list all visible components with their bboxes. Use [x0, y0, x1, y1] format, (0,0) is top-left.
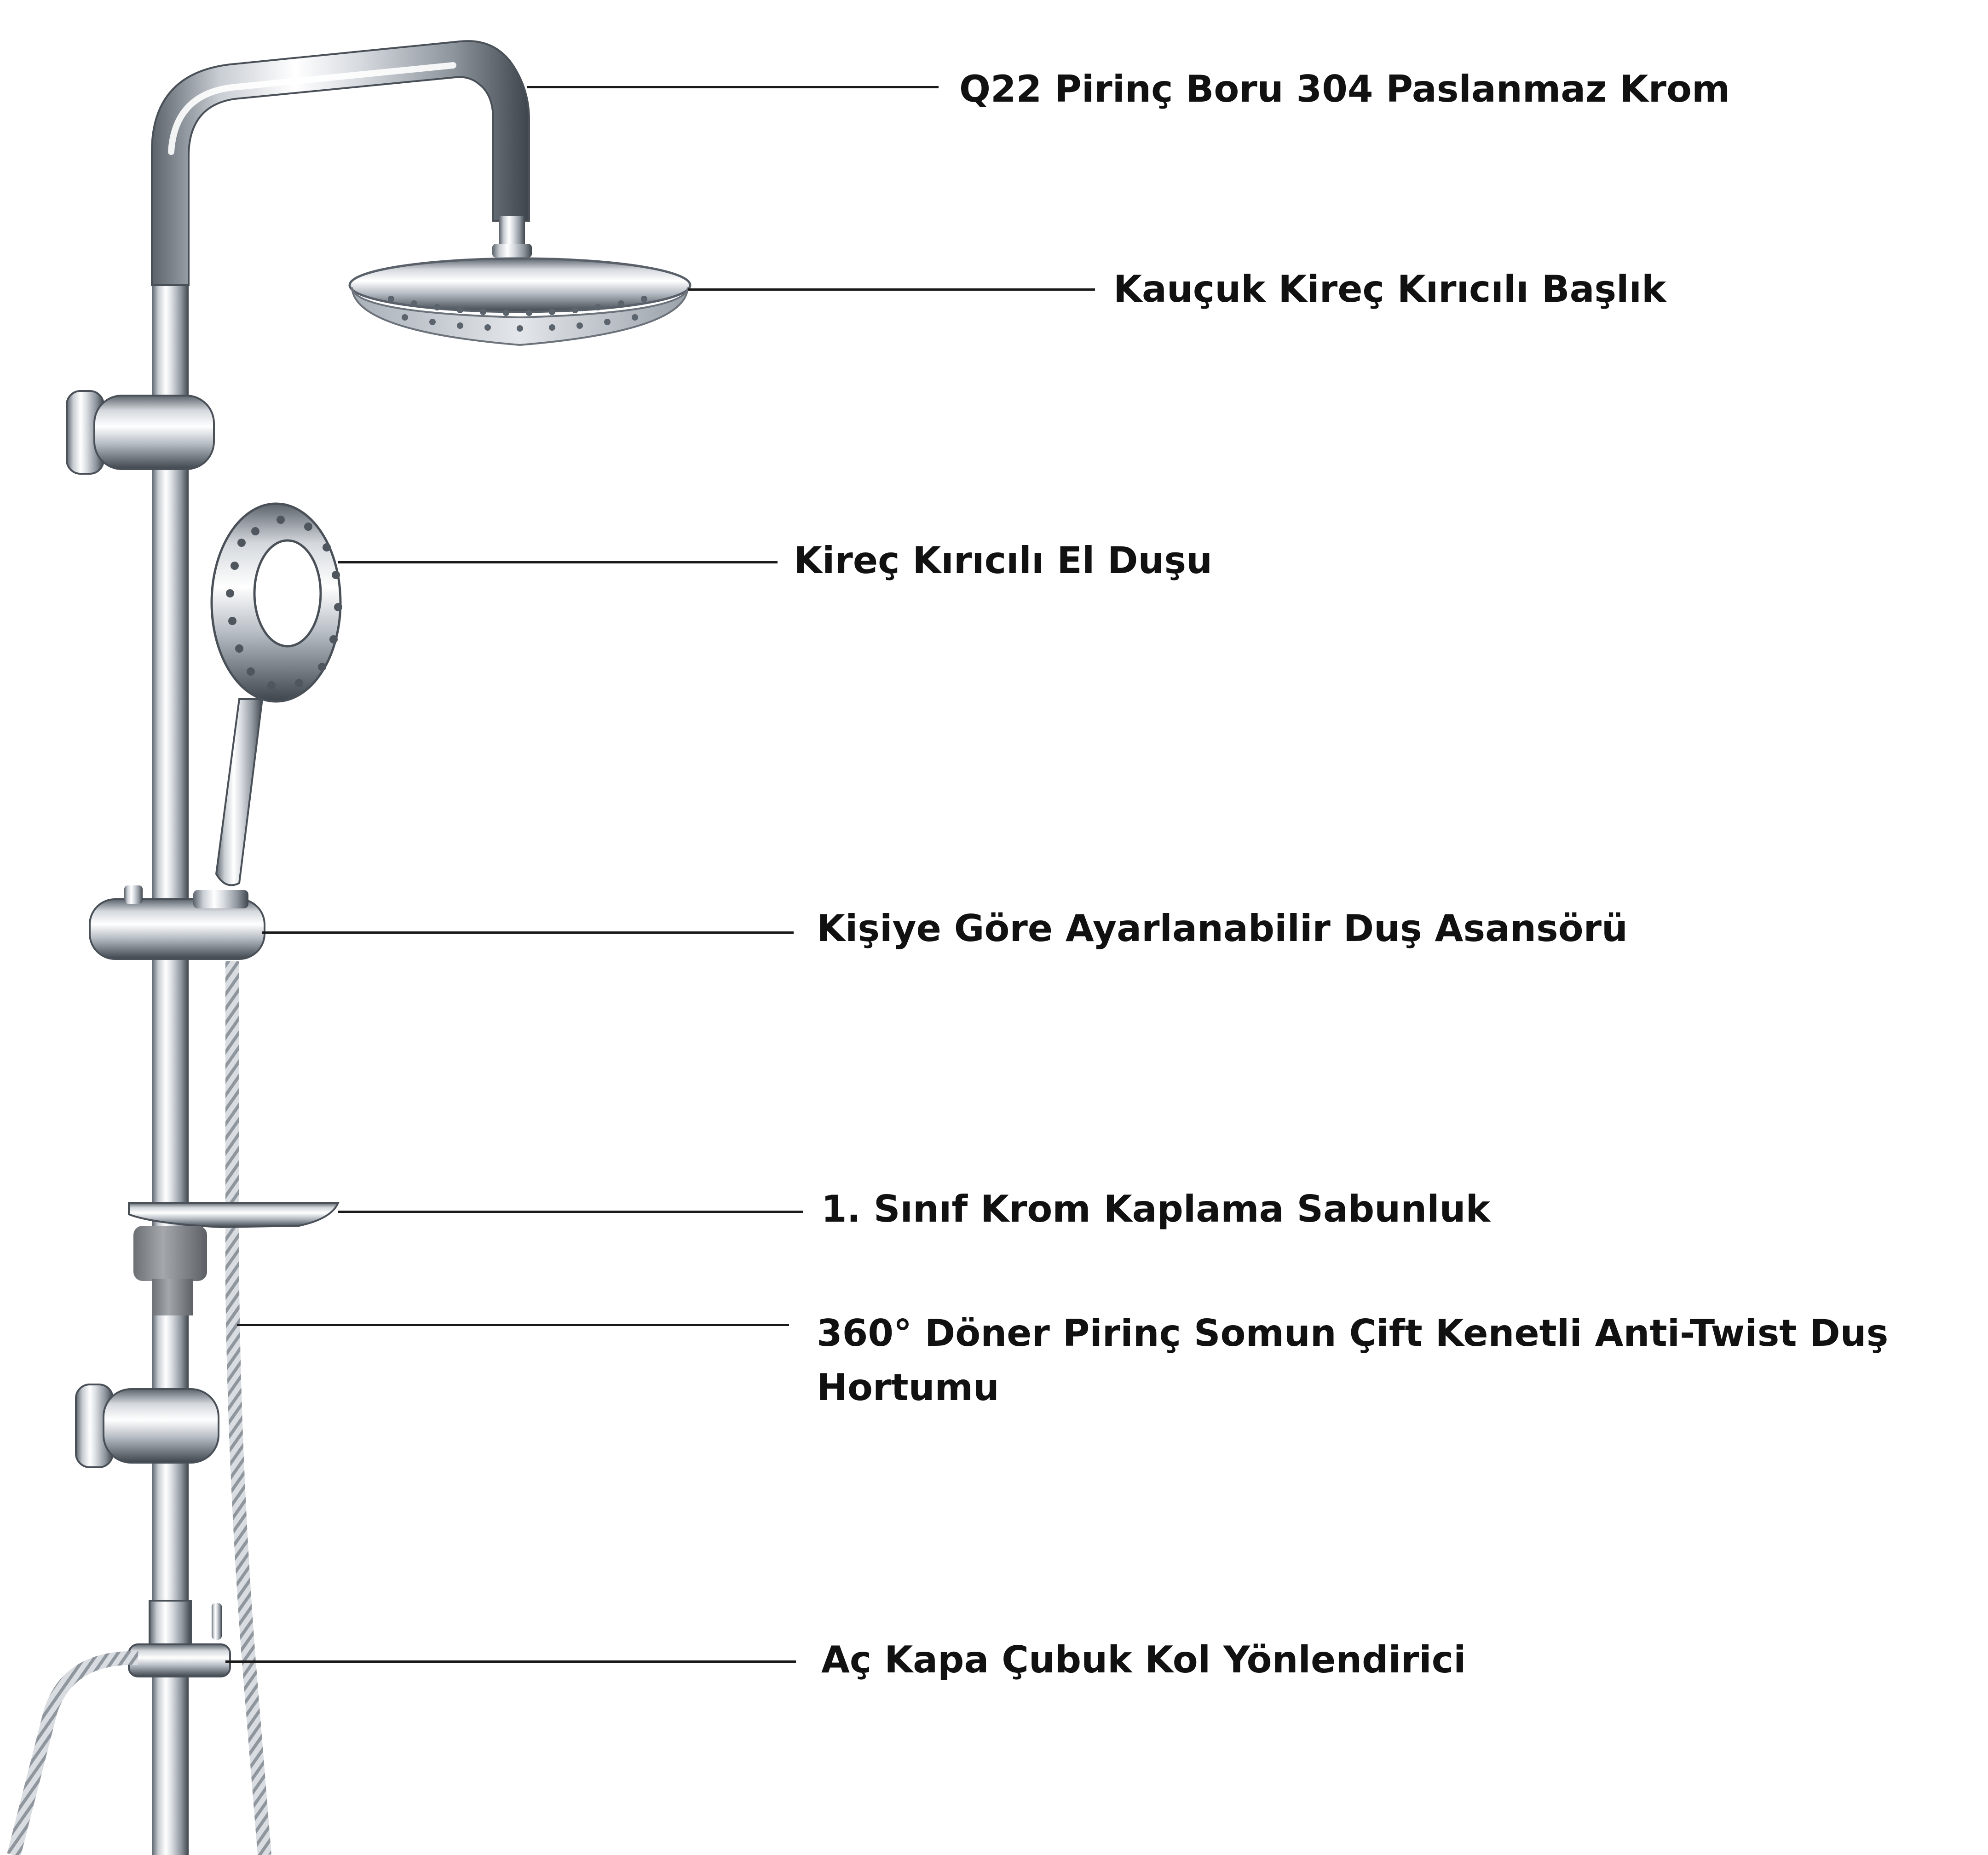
leader-line-hand-shower [338, 561, 778, 563]
callout-diverter: Aç Kapa Çubuk Kol Yönlendirici [821, 1638, 1466, 1681]
hand-shower [212, 504, 342, 885]
rain-shower-head [350, 216, 690, 345]
leader-line-diverter [225, 1660, 796, 1663]
lower-wall-bracket [76, 1384, 219, 1467]
leader-line-soap-dish [338, 1211, 803, 1213]
shower-hose [232, 961, 265, 1855]
leader-line-slider [262, 931, 794, 934]
leader-line-shower-head [688, 288, 1095, 291]
leader-line-riser-pipe [527, 86, 939, 88]
upper-wall-bracket [67, 391, 214, 474]
callout-shower-head: Kauçuk Kireç Kırıcılı Başlık [1113, 268, 1666, 310]
diverter [14, 1601, 230, 1855]
callout-hose: 360° Döner Pirinç Somun Çift Kenetli Anti-Twist Duş Hortumu [817, 1312, 1889, 1409]
leader-line-hose [237, 1324, 789, 1326]
callout-hand-shower: Kireç Kırıcılı El Duşu [794, 539, 1213, 582]
callout-slider: Kişiye Göre Ayarlanabilir Duş Asansörü [817, 907, 1628, 950]
callout-soap-dish: 1. Sınıf Krom Kaplama Sabunluk [821, 1188, 1490, 1230]
callout-riser-pipe: Q22 Pirinç Boru 304 Paslanmaz Krom [959, 68, 1730, 110]
